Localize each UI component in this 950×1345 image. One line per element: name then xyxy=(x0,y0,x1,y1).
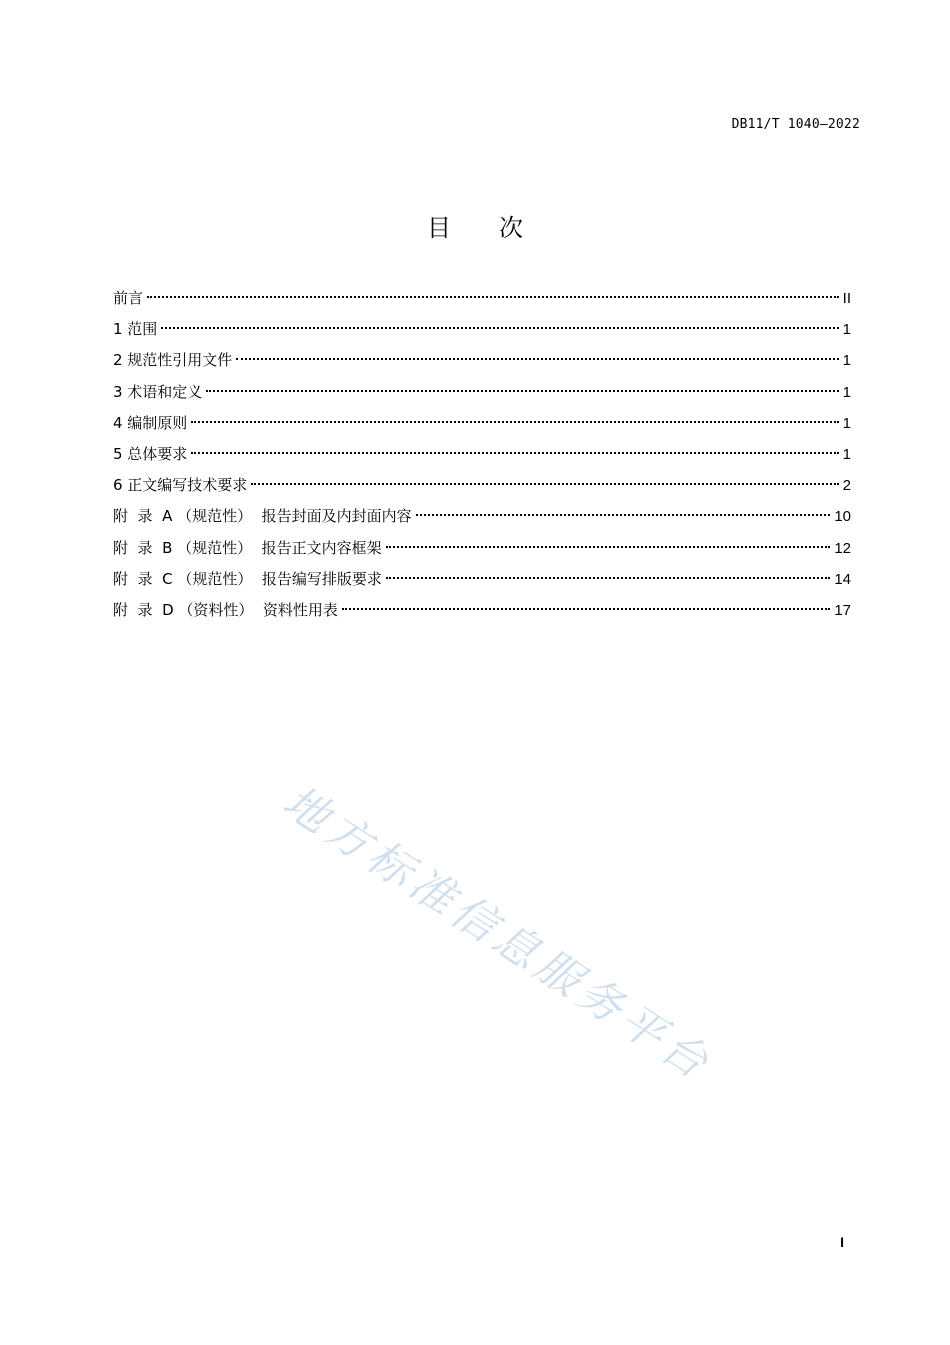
toc-dot-leader xyxy=(191,452,838,454)
toc-entry-appendix-b[interactable] xyxy=(113,536,851,567)
toc-entry-page: 17 xyxy=(834,601,851,619)
toc-entry-principles[interactable] xyxy=(113,411,851,442)
toc-entry-label: 附 录 B （规范性） 报告正文内容框架 xyxy=(113,538,382,557)
toc-entry-appendix-d[interactable] xyxy=(113,598,851,629)
toc-entry-label: 2 规范性引用文件 xyxy=(113,351,233,370)
toc-entry-page: 1 xyxy=(842,321,851,339)
toc-dot-leader xyxy=(342,608,830,610)
toc-entry-general-requirements[interactable] xyxy=(113,442,851,473)
toc-entry-page: 1 xyxy=(842,414,851,432)
toc-entry-label: 附 录 A （规范性） 报告封面及内封面内容 xyxy=(113,507,412,526)
toc-entry-preface[interactable] xyxy=(113,286,851,317)
toc-entry-label: 前言 xyxy=(113,289,144,307)
toc-entry-label: 附 录 D （资料性） 资料性用表 xyxy=(113,600,338,619)
toc-title xyxy=(0,208,950,243)
toc-list xyxy=(113,286,851,629)
toc-dot-leader xyxy=(147,296,839,298)
toc-title-part1: 目 xyxy=(427,214,451,242)
toc-entry-label: 3 术语和定义 xyxy=(113,382,203,401)
toc-entry-label: 6 正文编写技术要求 xyxy=(113,476,248,495)
toc-entry-page: 1 xyxy=(842,352,851,370)
standard-code: DB11/T 1040—2022 xyxy=(731,117,860,132)
toc-dot-leader xyxy=(161,327,838,329)
toc-dot-leader xyxy=(191,421,838,423)
toc-dot-leader xyxy=(251,483,838,485)
toc-entry-label: 附 录 C （规范性） 报告编写排版要求 xyxy=(113,569,382,588)
toc-dot-leader xyxy=(236,358,838,360)
toc-entry-terms-definitions[interactable] xyxy=(113,380,851,411)
toc-entry-page: 1 xyxy=(842,445,851,463)
toc-entry-technical-requirements[interactable] xyxy=(113,473,851,504)
toc-entry-normative-references[interactable] xyxy=(113,348,851,379)
toc-entry-label: 4 编制原则 xyxy=(113,413,188,432)
toc-entry-page: 14 xyxy=(834,570,851,588)
toc-dot-leader xyxy=(416,514,831,516)
toc-dot-leader xyxy=(386,546,831,548)
toc-entry-label: 1 范围 xyxy=(113,320,158,339)
watermark: 地方标准信息服务平台 xyxy=(273,776,722,1092)
toc-entry-page: 1 xyxy=(842,383,851,401)
toc-entry-page: 2 xyxy=(842,477,851,495)
toc-entry-appendix-a[interactable] xyxy=(113,504,851,535)
toc-entry-page: 10 xyxy=(834,508,851,526)
toc-entry-page: II xyxy=(842,290,851,307)
toc-dot-leader xyxy=(206,390,838,392)
toc-entry-page: 12 xyxy=(834,539,851,557)
page-number: I xyxy=(840,1234,844,1250)
toc-title-part2: 次 xyxy=(499,214,523,242)
toc-entry-appendix-c[interactable] xyxy=(113,567,851,598)
toc-dot-leader xyxy=(386,577,830,579)
toc-entry-scope[interactable] xyxy=(113,317,851,348)
toc-entry-label: 5 总体要求 xyxy=(113,444,188,463)
